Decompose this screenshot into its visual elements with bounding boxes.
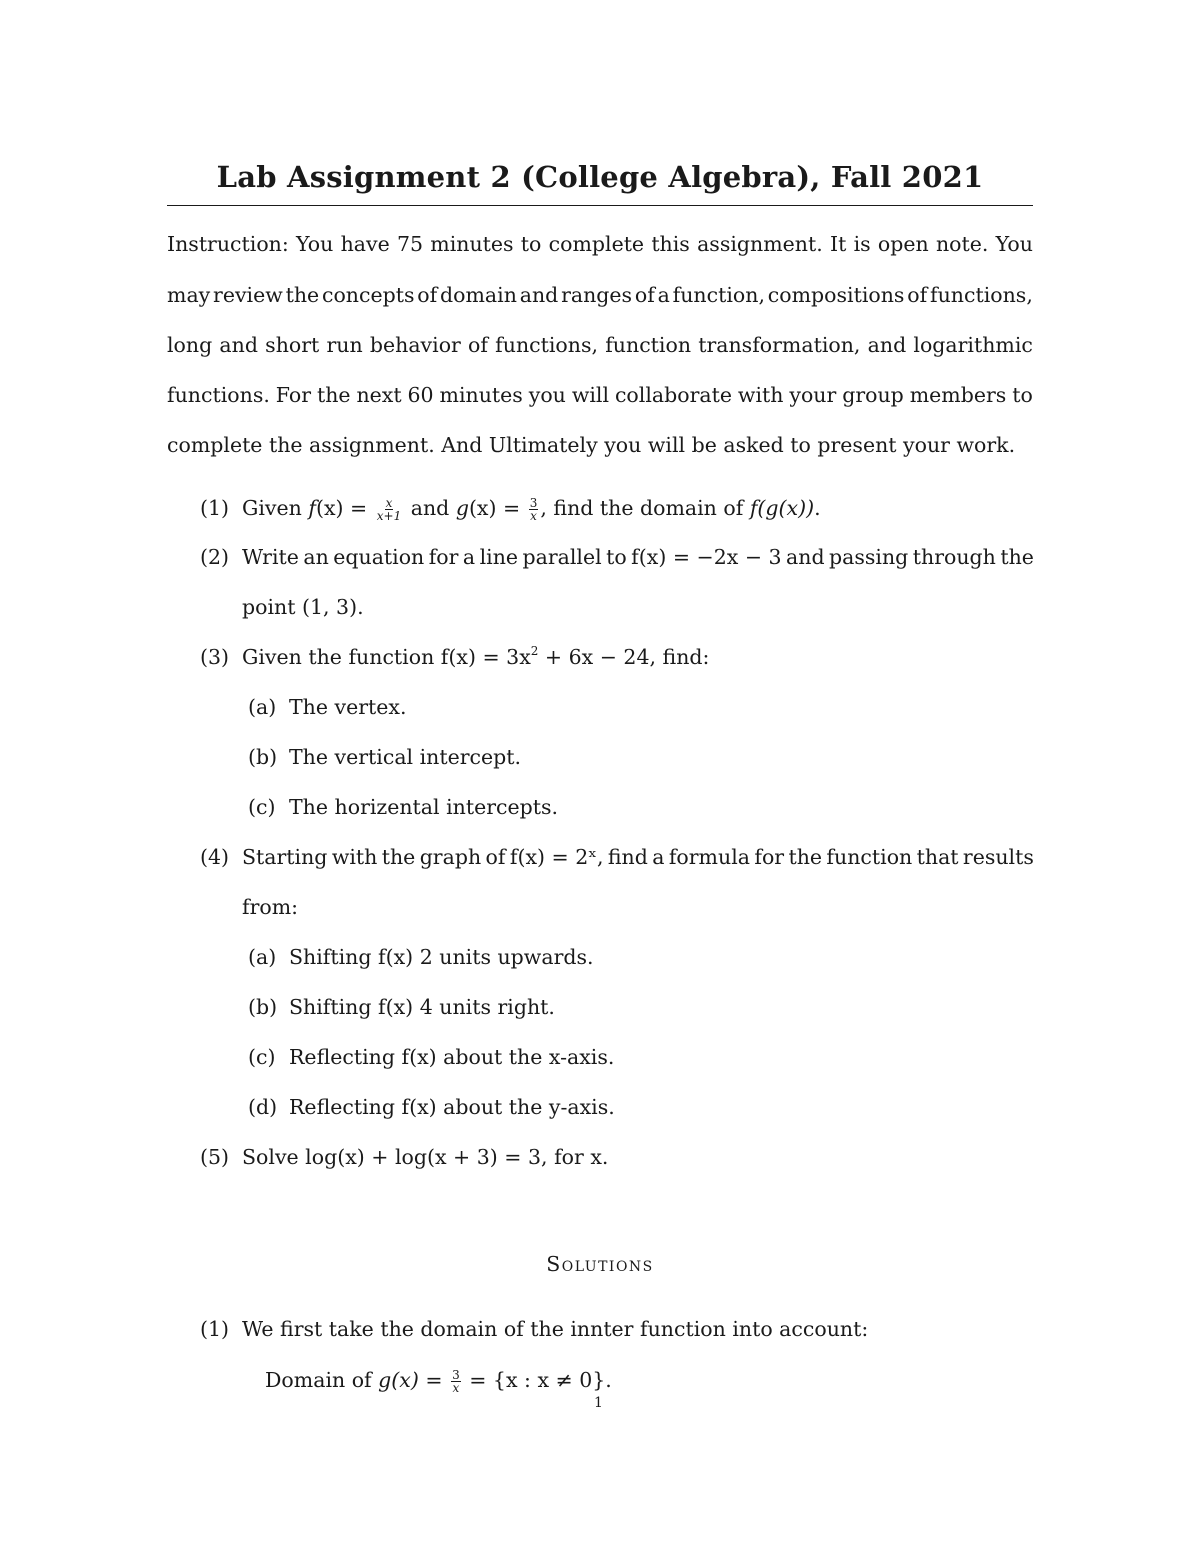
fraction-x-over-x-plus-1: $\frac{x}{x+1}$ bbox=[376, 496, 402, 523]
word: the bbox=[285, 283, 320, 307]
word: 60 bbox=[407, 383, 434, 407]
word: the bbox=[788, 845, 823, 869]
solution-1-number: (1) bbox=[200, 1317, 230, 1341]
word: function, bbox=[672, 283, 765, 307]
word: logarithmic bbox=[913, 333, 1033, 357]
word: Instruction: bbox=[167, 232, 289, 256]
word: members bbox=[909, 383, 1007, 407]
instruction-line-5: complete the assignment. And Ultimately you will be asked to present your work. bbox=[167, 433, 1016, 457]
word: to bbox=[520, 232, 542, 256]
word: may bbox=[167, 283, 211, 307]
word: For bbox=[275, 383, 312, 407]
word: you bbox=[528, 383, 566, 407]
word: with bbox=[331, 845, 378, 869]
word: passing bbox=[829, 545, 909, 569]
problem-4a-text: Shifting f(x) 2 units upwards. bbox=[289, 945, 594, 969]
word: function bbox=[605, 333, 692, 357]
word: transformation, bbox=[698, 333, 861, 357]
problem-3b-text: The vertical intercept. bbox=[289, 745, 522, 769]
word: for bbox=[428, 545, 459, 569]
instruction-line-2 bbox=[167, 281, 1033, 309]
problem-3a-label: (a) bbox=[248, 695, 277, 719]
word: the bbox=[381, 845, 416, 869]
problem-5-number: (5) bbox=[200, 1145, 230, 1169]
word: an bbox=[303, 545, 329, 569]
problem-4c-label: (c) bbox=[248, 1045, 276, 1069]
word: formula bbox=[668, 845, 750, 869]
problem-4-line-2: from: bbox=[242, 895, 299, 919]
word: equation bbox=[333, 545, 425, 569]
word: It bbox=[830, 232, 847, 256]
problem-4-line-1 bbox=[242, 843, 1034, 871]
word: minutes bbox=[430, 232, 514, 256]
word: Write bbox=[242, 545, 299, 569]
word: function bbox=[826, 845, 913, 869]
word: for bbox=[754, 845, 785, 869]
word: and bbox=[867, 333, 907, 357]
word: and bbox=[786, 545, 825, 569]
instruction-line-4 bbox=[167, 381, 1033, 409]
word: functions, bbox=[495, 333, 599, 357]
word: this bbox=[651, 232, 690, 256]
instruction-line-3 bbox=[167, 331, 1033, 359]
problem-3-number: (3) bbox=[200, 645, 230, 669]
word: domain bbox=[440, 283, 517, 307]
problem-3c-label: (c) bbox=[248, 795, 276, 819]
word: the bbox=[1000, 545, 1034, 569]
problem-2-line-2: point (1, 3). bbox=[242, 595, 364, 619]
problem-3-text: Given the function $f(x) = 3x^2 + 6x - 24$, find: bbox=[242, 644, 710, 669]
problem-3c-text: The horizental intercepts. bbox=[289, 795, 559, 819]
word: have bbox=[340, 232, 390, 256]
solution-1-domain: Domain of g(x) = $\frac{3}{x}$ = {x : x ≠ 0}. bbox=[265, 1368, 612, 1395]
word: a bbox=[657, 283, 670, 307]
word: assignment. bbox=[697, 232, 823, 256]
problem-4d-label: (d) bbox=[248, 1095, 278, 1119]
word: run bbox=[326, 333, 363, 357]
word: ranges bbox=[561, 283, 633, 307]
word: results bbox=[962, 845, 1034, 869]
word: collaborate bbox=[614, 383, 732, 407]
word: long bbox=[167, 333, 213, 357]
word: of bbox=[907, 283, 928, 307]
problem-5-text: Solve log(x) + log(x + 3) = 3, for x. bbox=[242, 1145, 609, 1169]
problem-4c-text: Reflecting f(x) about the x-axis. bbox=[289, 1045, 615, 1069]
word: group bbox=[842, 383, 904, 407]
word: note. bbox=[935, 232, 989, 256]
word: f(x) = 2ˣ, bbox=[509, 845, 604, 869]
word: of bbox=[468, 333, 488, 357]
problem-4b-label: (b) bbox=[248, 995, 278, 1019]
word: a bbox=[652, 845, 665, 869]
word: functions. bbox=[167, 383, 270, 407]
problem-3a-text: The vertex. bbox=[289, 695, 407, 719]
problem-4a-label: (a) bbox=[248, 945, 277, 969]
problem-2-number: (2) bbox=[200, 545, 230, 569]
word: short bbox=[265, 333, 320, 357]
word: complete bbox=[548, 232, 645, 256]
instruction-line-1 bbox=[167, 230, 1033, 258]
word: the bbox=[316, 383, 351, 407]
word: minutes bbox=[439, 383, 523, 407]
word: functions, bbox=[929, 283, 1033, 307]
problem-1-number: (1) bbox=[200, 496, 230, 520]
page-title: Lab Assignment 2 (College Algebra), Fall 2021 bbox=[216, 160, 984, 194]
problem-1-text: Given f(x) = $\frac{x}{x+1}$ and g(x) = $\frac{3}{x}$ , find the domain of f(g(x)). bbox=[242, 496, 821, 523]
word: your bbox=[789, 383, 837, 407]
word: find bbox=[607, 845, 648, 869]
word: 75 bbox=[396, 232, 424, 256]
word: that bbox=[916, 845, 959, 869]
solutions-heading: Solutions bbox=[546, 1252, 654, 1276]
word: to bbox=[606, 545, 627, 569]
word: of bbox=[485, 845, 506, 869]
word: is bbox=[853, 232, 871, 256]
word: line bbox=[479, 545, 519, 569]
word: through bbox=[912, 545, 996, 569]
fraction-3-over-x: $\frac{3}{x}$ bbox=[529, 496, 538, 523]
problem-3b-label: (b) bbox=[248, 745, 278, 769]
solution-1-text: We first take the domain of the innter function into account: bbox=[242, 1317, 869, 1341]
word: f(x) = −2x − 3 bbox=[631, 545, 782, 569]
problem-4d-text: Reflecting f(x) about the y-axis. bbox=[289, 1095, 615, 1119]
word: concepts bbox=[321, 283, 415, 307]
word: You bbox=[995, 232, 1033, 256]
word: parallel bbox=[522, 545, 602, 569]
fraction-3-over-x: $\frac{3}{x}$ bbox=[452, 1368, 460, 1395]
word: and bbox=[219, 333, 258, 357]
problem-2-line-1 bbox=[242, 543, 1034, 571]
word: compositions bbox=[767, 283, 905, 307]
word: Starting bbox=[242, 845, 328, 869]
word: with bbox=[737, 383, 784, 407]
word: of bbox=[417, 283, 438, 307]
page-number: 1 bbox=[594, 1395, 603, 1411]
word: behavior bbox=[369, 333, 461, 357]
word: graph bbox=[419, 845, 482, 869]
word: and bbox=[519, 283, 559, 307]
word: to bbox=[1012, 383, 1033, 407]
word: of bbox=[634, 283, 655, 307]
word: next bbox=[356, 383, 402, 407]
word: a bbox=[462, 545, 476, 569]
title-rule bbox=[167, 205, 1033, 206]
word: You bbox=[296, 232, 334, 256]
word: open bbox=[877, 232, 929, 256]
word: review bbox=[213, 283, 283, 307]
word: will bbox=[571, 383, 610, 407]
problem-4b-text: Shifting f(x) 4 units right. bbox=[289, 995, 555, 1019]
problem-4-number: (4) bbox=[200, 845, 230, 869]
